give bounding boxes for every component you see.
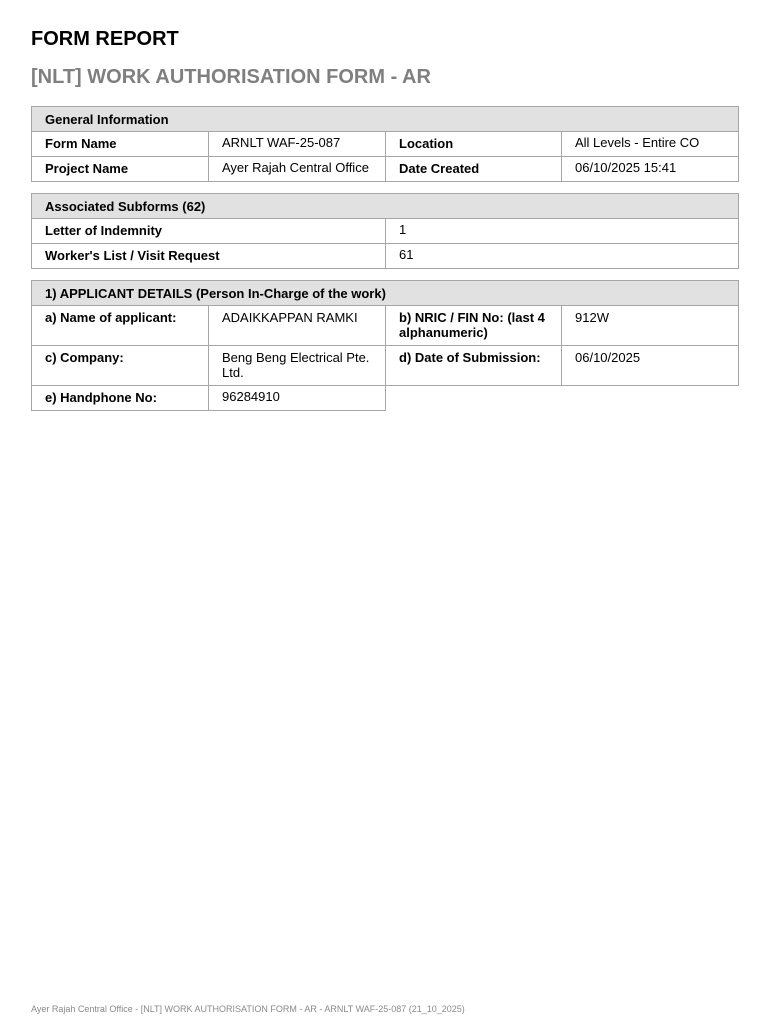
project-name-label: Project Name bbox=[32, 157, 209, 182]
page-footer: Ayer Rajah Central Office - [NLT] WORK AUTHORISATION FORM - AR - ARNLT WAF-25-087 (21_10_2025) bbox=[31, 1004, 465, 1014]
table-row bbox=[32, 306, 739, 346]
submission-date-label: d) Date of Submission: bbox=[386, 346, 562, 386]
form-name-label: Form Name bbox=[32, 132, 209, 157]
submission-date-value: 06/10/2025 bbox=[562, 346, 739, 386]
date-created-value: 06/10/2025 15:41 bbox=[562, 157, 739, 182]
subform-count: 1 bbox=[386, 219, 739, 244]
table-row bbox=[32, 346, 739, 386]
subform-count: 61 bbox=[386, 244, 739, 269]
location-value: All Levels - Entire CO bbox=[562, 132, 739, 157]
table-row bbox=[32, 244, 739, 269]
handphone-value: 96284910 bbox=[209, 386, 386, 411]
nric-label: b) NRIC / FIN No: (last 4 alphanumeric) bbox=[386, 306, 562, 346]
table-row bbox=[32, 157, 739, 182]
handphone-label: e) Handphone No: bbox=[32, 386, 209, 411]
applicant-details-header: 1) APPLICANT DETAILS (Person In-Charge of the work) bbox=[32, 281, 739, 306]
table-row bbox=[32, 132, 739, 157]
subform-label: Letter of Indemnity bbox=[32, 219, 386, 244]
general-information-header: General Information bbox=[32, 107, 739, 132]
company-label: c) Company: bbox=[32, 346, 209, 386]
report-title: FORM REPORT bbox=[31, 28, 179, 50]
applicant-details-table bbox=[31, 280, 739, 411]
empty-cell bbox=[386, 386, 739, 411]
table-row bbox=[32, 386, 739, 411]
subform-label: Worker's List / Visit Request bbox=[32, 244, 386, 269]
form-name-value: ARNLT WAF-25-087 bbox=[209, 132, 386, 157]
date-created-label: Date Created bbox=[386, 157, 562, 182]
location-label: Location bbox=[386, 132, 562, 157]
nric-value: 912W bbox=[562, 306, 739, 346]
associated-subforms-table bbox=[31, 193, 739, 269]
form-title: [NLT] WORK AUTHORISATION FORM - AR bbox=[31, 66, 431, 88]
project-name-value: Ayer Rajah Central Office bbox=[209, 157, 386, 182]
applicant-name-value: ADAIKKAPPAN RAMKI bbox=[209, 306, 386, 346]
applicant-name-label: a) Name of applicant: bbox=[32, 306, 209, 346]
general-information-table bbox=[31, 106, 739, 182]
company-value: Beng Beng Electrical Pte. Ltd. bbox=[209, 346, 386, 386]
table-row bbox=[32, 219, 739, 244]
associated-subforms-header: Associated Subforms (62) bbox=[32, 194, 739, 219]
